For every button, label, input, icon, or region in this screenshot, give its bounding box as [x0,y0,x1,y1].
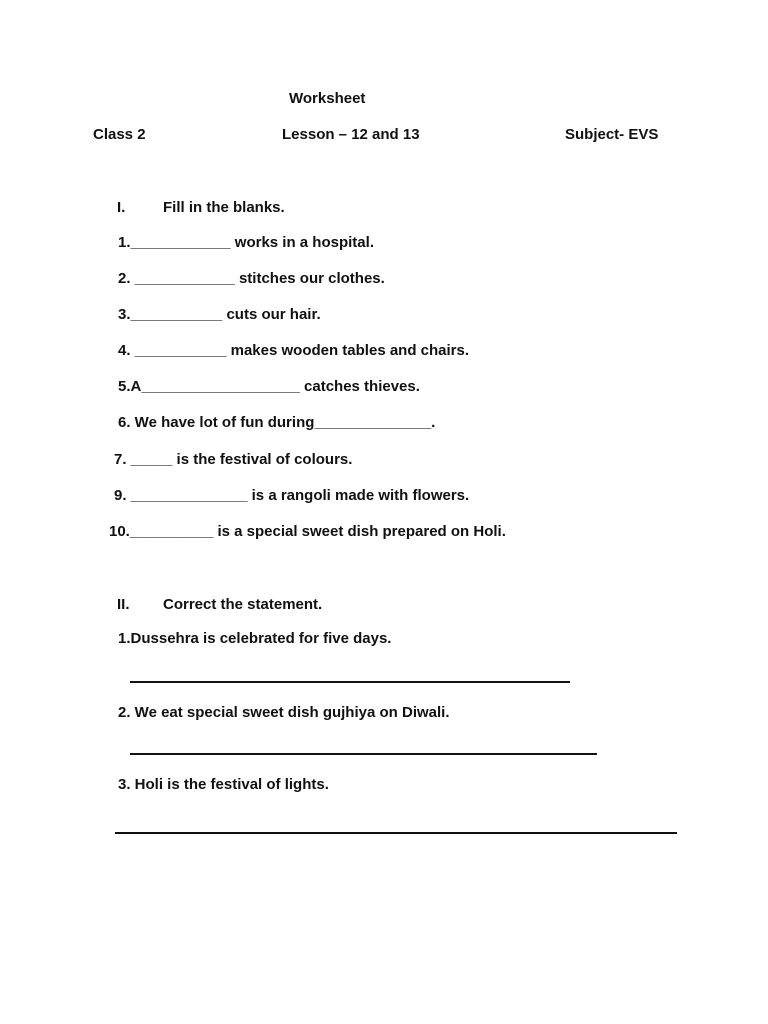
fill-blank-item-3: 3.___________ cuts our hair. [118,306,321,323]
correct-statement-item-1: 1.Dussehra is celebrated for five days. [118,630,392,647]
correct-statement-item-2: 2. We eat special sweet dish gujhiya on Diwali. [118,704,450,721]
correct-statement-item-3: 3. Holi is the festival of lights. [118,776,329,793]
fill-blank-item-6: 6. We have lot of fun during______________. [118,414,436,431]
answer-line-2 [130,753,597,755]
section-2-heading: Correct the statement. [163,596,323,613]
worksheet-title: Worksheet [289,90,366,107]
fill-blank-item-9: 9. ______________ is a rangoli made with flowers. [114,487,470,504]
class-label: Class 2 [93,126,146,143]
section-1-numeral: I. [117,199,126,216]
fill-blank-item-10: 10.__________ is a special sweet dish prepared on Holi. [109,523,506,540]
fill-blank-item-7: 7. _____ is the festival of colours. [114,451,353,468]
fill-blank-item-5: 5.A___________________ catches thieves. [118,378,420,395]
lesson-label: Lesson – 12 and 13 [282,126,420,143]
fill-blank-item-4: 4. ___________ makes wooden tables and chairs. [118,342,470,359]
section-2-numeral: II. [117,596,130,613]
answer-line-3 [115,832,677,834]
answer-line-1 [130,681,570,683]
fill-blank-item-1: 1.____________ works in a hospital. [118,234,374,251]
fill-blank-item-2: 2. ____________ stitches our clothes. [118,270,385,287]
section-1-heading: Fill in the blanks. [163,199,285,216]
subject-label: Subject- EVS [565,126,659,143]
